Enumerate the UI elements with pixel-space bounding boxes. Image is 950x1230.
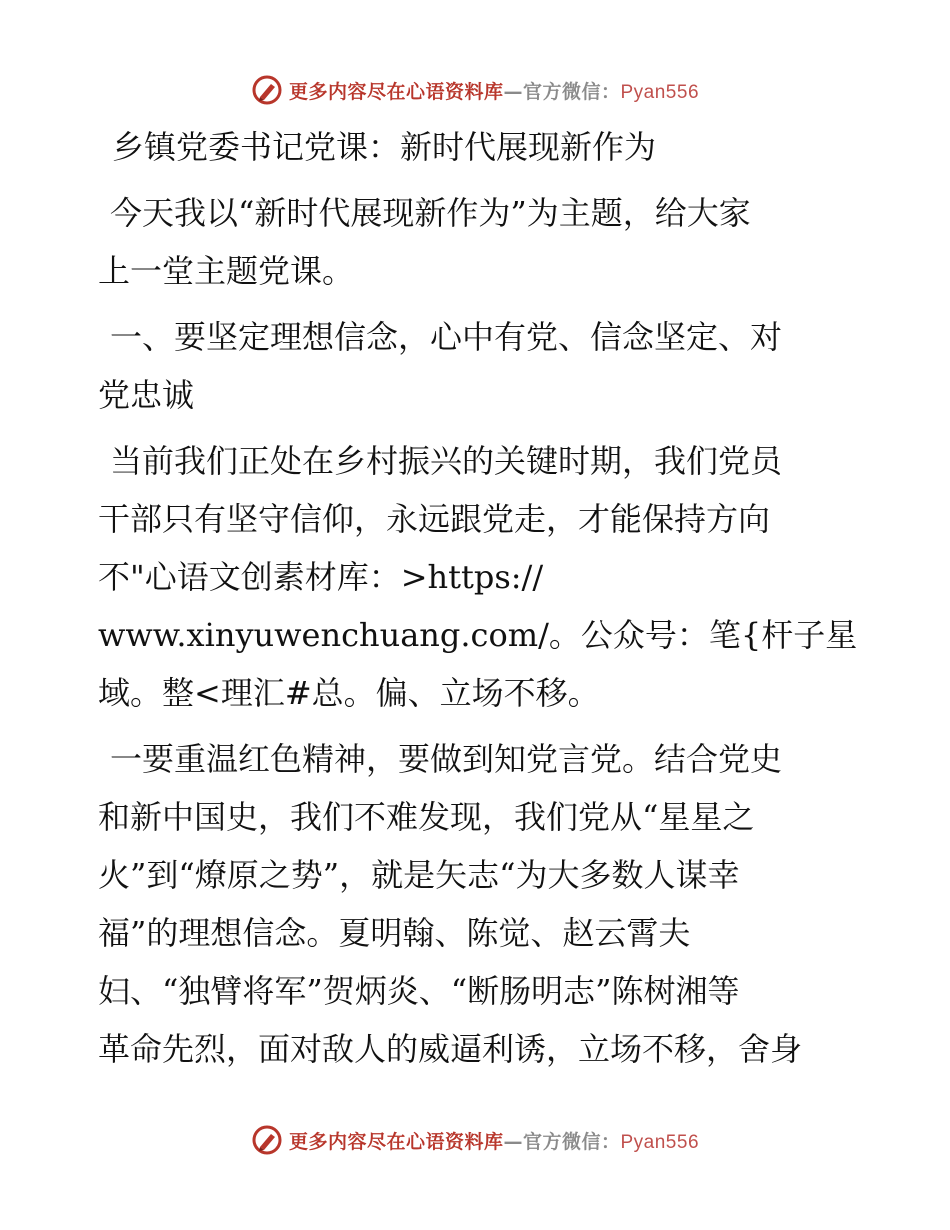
text-line: 福”的理想信念。夏明翰、陈觉、赵云霄夫 <box>98 914 691 952</box>
footer-banner <box>0 1120 950 1160</box>
banner-text <box>289 1127 699 1154</box>
text-line: 干部只有坚守信仰，永远跟党走，才能保持方向 <box>98 500 771 538</box>
paragraph-intro <box>98 184 858 300</box>
text-line: 上一堂主题党课。 <box>98 252 355 290</box>
document-title: 乡镇党委书记党课：新时代展现新作为 <box>112 128 657 166</box>
text-line: 妇、“独臂将军”贺炳炎、“断肠明志”陈树湘等 <box>98 972 740 1010</box>
header-banner <box>0 70 950 110</box>
document-body <box>98 118 858 1078</box>
text-line: 革命先烈，面对敌人的威逼利诱，立场不移，舍身 <box>98 1030 803 1068</box>
banner-sub-text: —官方微信： <box>503 80 621 103</box>
text-line: 党忠诚 <box>98 376 195 414</box>
banner-wechat-id: Pyan556 <box>620 81 700 103</box>
text-line: 一、要坚定理想信念，心中有党、信念坚定、对 <box>110 318 783 356</box>
text-line: 域。整<理汇#总。偏、立场不移。 <box>98 674 600 712</box>
banner-sub-text: —官方微信： <box>503 1130 621 1153</box>
text-line: 和新中国史，我们不难发现，我们党从“星星之 <box>98 798 755 836</box>
text-line: 不"心语文创素材库：>https:// <box>98 558 544 596</box>
pen-logo-icon <box>251 74 283 106</box>
text-line: 火”到“燎原之势”，就是矢志“为大多数人谋幸 <box>98 856 740 894</box>
section-heading <box>98 308 858 424</box>
banner-wechat-id: Pyan556 <box>620 1131 700 1153</box>
banner-main-text: 更多内容尽在心语资料库 <box>288 80 504 103</box>
paragraph-body-2 <box>98 730 858 1078</box>
text-line: 当前我们正处在乡村振兴的关键时期，我们党员 <box>110 442 783 480</box>
text-line: 今天我以“新时代展现新作为”为主题，给大家 <box>110 194 751 232</box>
banner-text <box>289 77 699 104</box>
banner-main-text: 更多内容尽在心语资料库 <box>288 1130 504 1153</box>
text-line: www.xinyuwenchuang.com/。公众号：笔{杆子星 <box>98 616 858 654</box>
pen-logo-icon <box>251 1124 283 1156</box>
text-line: 一要重温红色精神，要做到知党言党。结合党史 <box>110 740 783 778</box>
paragraph-body-1 <box>98 432 858 722</box>
